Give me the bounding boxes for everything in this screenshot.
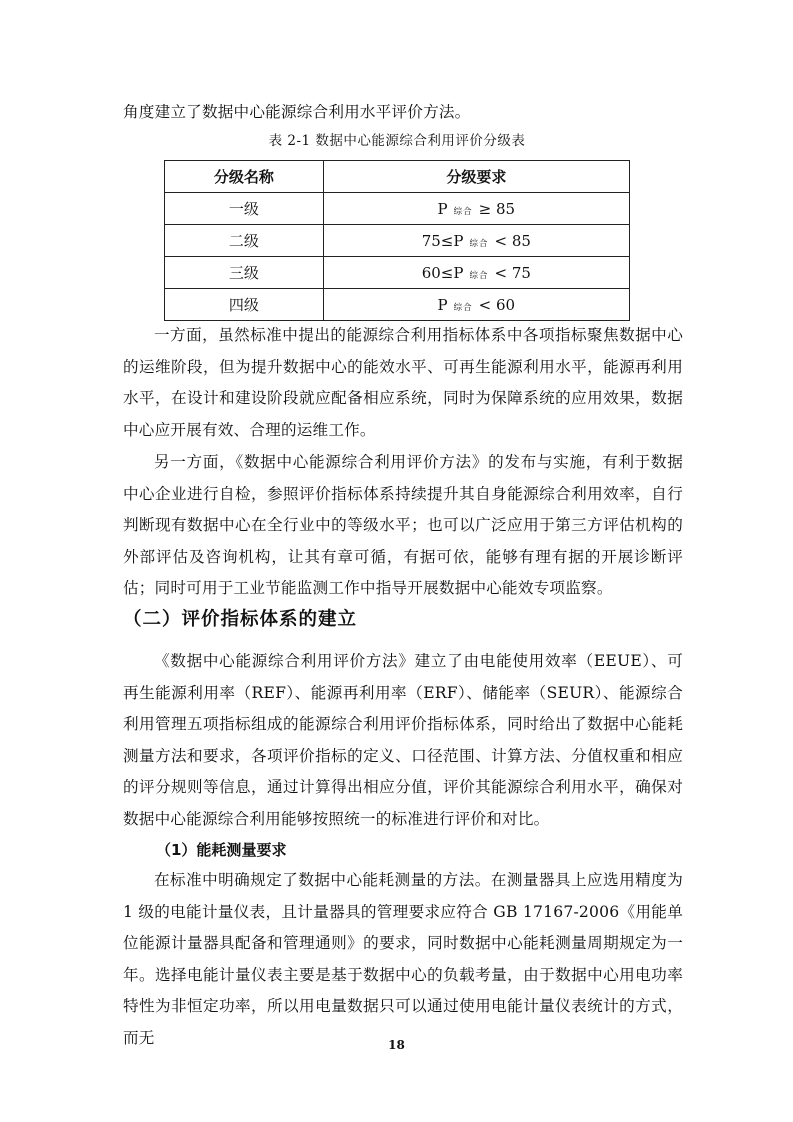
grade-requirement-cell: 75≤P 综合 < 85 — [323, 225, 629, 257]
paragraph-one-hand: 一方面，虽然标准中提出的能源综合利用指标体系中各项指标聚焦数据中心的运维阶段，但为提升数据中心的能效水平、可再生能源利用水平，能源再利用水平，在设计和建设阶段就应配备相应系统，同时为保障系统的应用效果，数据中心应开展有效、合理的运维工作。 — [123, 326, 683, 439]
table-row — [165, 289, 630, 321]
paragraph-measurement: 在标准中明确规定了数据中心能耗测量的方法。在测量器具上应选用精度为 1 级的电能计量仪表，且计量器具的管理要求应符合 GB 17167-2006《用能单位能源计量器具配备和管理通则》的要求，同时数据中心能耗测量周期规定为一年。选择电能计量仪表主要是基于数据中心的负载考量，由于数据中心用电功率特性为非恒定功率，所以用电量数据只可以通过使用电能计量仪表统计的方式，而无 — [123, 871, 683, 1047]
header-grade-requirement: 分级要求 — [323, 161, 629, 193]
table-row — [165, 257, 630, 289]
grading-table — [164, 160, 630, 321]
table-row — [165, 225, 630, 257]
page-number: 18 — [388, 1038, 405, 1052]
grade-requirement-cell: P 综合 < 60 — [323, 289, 629, 321]
grade-requirement-cell: 60≤P 综合 < 75 — [323, 257, 629, 289]
table-row — [165, 193, 630, 225]
table-header-row — [165, 161, 630, 193]
grade-requirement-cell: P 综合 ≥ 85 — [323, 193, 629, 225]
paragraph-indicator-system: 《数据中心能源综合利用评价方法》建立了由电能使用效率（EEUE）、可再生能源利用率（REF）、能源再利用率（ERF）、储能率（SEUR）、能源综合利用管理五项指标组成的能源综合利用评价指标体系，同时给出了数据中心能耗测量方法和要求，各项评价指标的定义、口径范围、计算方法、分值权重和相应的评分规则等信息，通过计算得出相应分值，评价其能源综合利用水平，确保对数据中心能源综合利用能够按照统一的标准进行评价和对比。 — [123, 652, 683, 828]
paragraph-intro-end: 角度建立了数据中心能源综合利用水平评价方法。 — [123, 103, 471, 121]
section-heading: （二）评价指标体系的建立 — [123, 609, 358, 630]
subsection-heading: （1）能耗测量要求 — [156, 841, 287, 859]
paragraph-other-hand: 另一方面，《数据中心能源综合利用评价方法》的发布与实施，有利于数据中心企业进行自检，参照评价指标体系持续提升其自身能源综合利用效率，自行判断现有数据中心在全行业中的等级水平；也可以广泛应用于第三方评估机构的外部评估及咨询机构，让其有章可循，有据可依，能够有理有据的开展诊断评估；同时可用于工业节能监测工作中指导开展数据中心能效专项监察。 — [123, 453, 683, 598]
grade-name-cell: 二级 — [165, 225, 324, 257]
grade-name-cell: 四级 — [165, 289, 324, 321]
header-grade-name: 分级名称 — [165, 161, 324, 193]
grade-name-cell: 一级 — [165, 193, 324, 225]
grade-name-cell: 三级 — [165, 257, 324, 289]
table-caption: 表 2-1 数据中心能源综合利用评价分级表 — [268, 133, 526, 149]
